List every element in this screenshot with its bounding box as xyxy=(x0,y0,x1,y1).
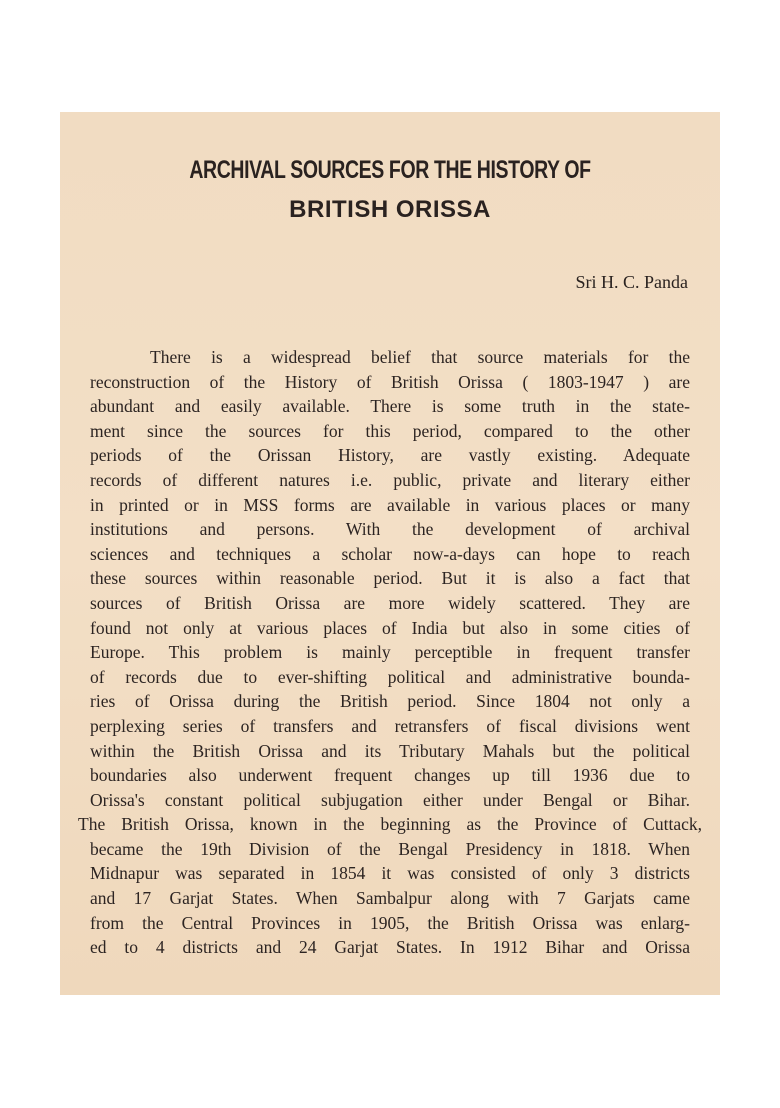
article-body xyxy=(78,345,702,960)
body-text-line: of records due to ever-shifting political and administrative bounda- xyxy=(90,666,690,687)
article-title-line-1: ARCHIVAL SOURCES FOR THE HISTORY OF xyxy=(189,156,591,184)
body-text-line: abundant and easily available. There is some truth in the state- xyxy=(90,396,690,417)
body-text-line: reconstruction of the History of British Orissa ( 1803-1947 ) are xyxy=(90,371,690,392)
body-text-line: sources of British Orissa are more widely scattered. They are xyxy=(90,592,690,613)
document-page xyxy=(60,112,720,995)
body-text-line: records of different natures i.e. public, private and literary either xyxy=(90,469,690,490)
author-name: Sri H. C. Panda xyxy=(575,272,688,292)
body-text-line: There is a widespread belief that source materials for the xyxy=(150,347,690,367)
body-text-line: The British Orissa, known in the beginning as the Province of Cuttack, xyxy=(78,814,702,835)
body-text-line: ries of Orissa during the British period. Since 1804 not only a xyxy=(90,691,690,712)
body-text-line: within the British Orissa and its Tributary Mahals but the political xyxy=(90,740,690,761)
body-text-line: perplexing series of transfers and retransfers of fiscal divisions went xyxy=(90,715,690,736)
body-text-line: ed to 4 districts and 24 Garjat States. In 1912 Bihar and Orissa xyxy=(90,937,690,958)
body-text-line: institutions and persons. With the development of archival xyxy=(90,519,690,540)
body-text-line: in printed or in MSS forms are available in various places or many xyxy=(90,494,690,515)
body-text-line: these sources within reasonable period. But it is also a fact that xyxy=(90,568,690,589)
body-text-line: Orissa's constant political subjugation either under Bengal or Bihar. xyxy=(90,789,690,810)
body-text-line: from the Central Provinces in 1905, the British Orissa was enlarg- xyxy=(90,912,690,933)
body-text-line: Europe. This problem is mainly perceptible in frequent transfer xyxy=(90,642,690,663)
body-text-line: sciences and techniques a scholar now-a-days can hope to reach xyxy=(90,543,690,564)
body-text-line: ment since the sources for this period, compared to the other xyxy=(90,420,690,441)
body-text-line: and 17 Garjat States. When Sambalpur along with 7 Garjats came xyxy=(90,888,690,909)
body-text-line: boundaries also underwent frequent changes up till 1936 due to xyxy=(90,765,690,786)
article-title-line-2: BRITISH ORISSA xyxy=(289,196,491,223)
body-text-line: found not only at various places of India but also in some cities of xyxy=(90,617,690,638)
body-text-line: became the 19th Division of the Bengal Presidency in 1818. When xyxy=(90,838,690,859)
body-text-line: periods of the Orissan History, are vastly existing. Adequate xyxy=(90,445,690,466)
body-text-line: Midnapur was separated in 1854 it was consisted of only 3 districts xyxy=(90,863,690,884)
